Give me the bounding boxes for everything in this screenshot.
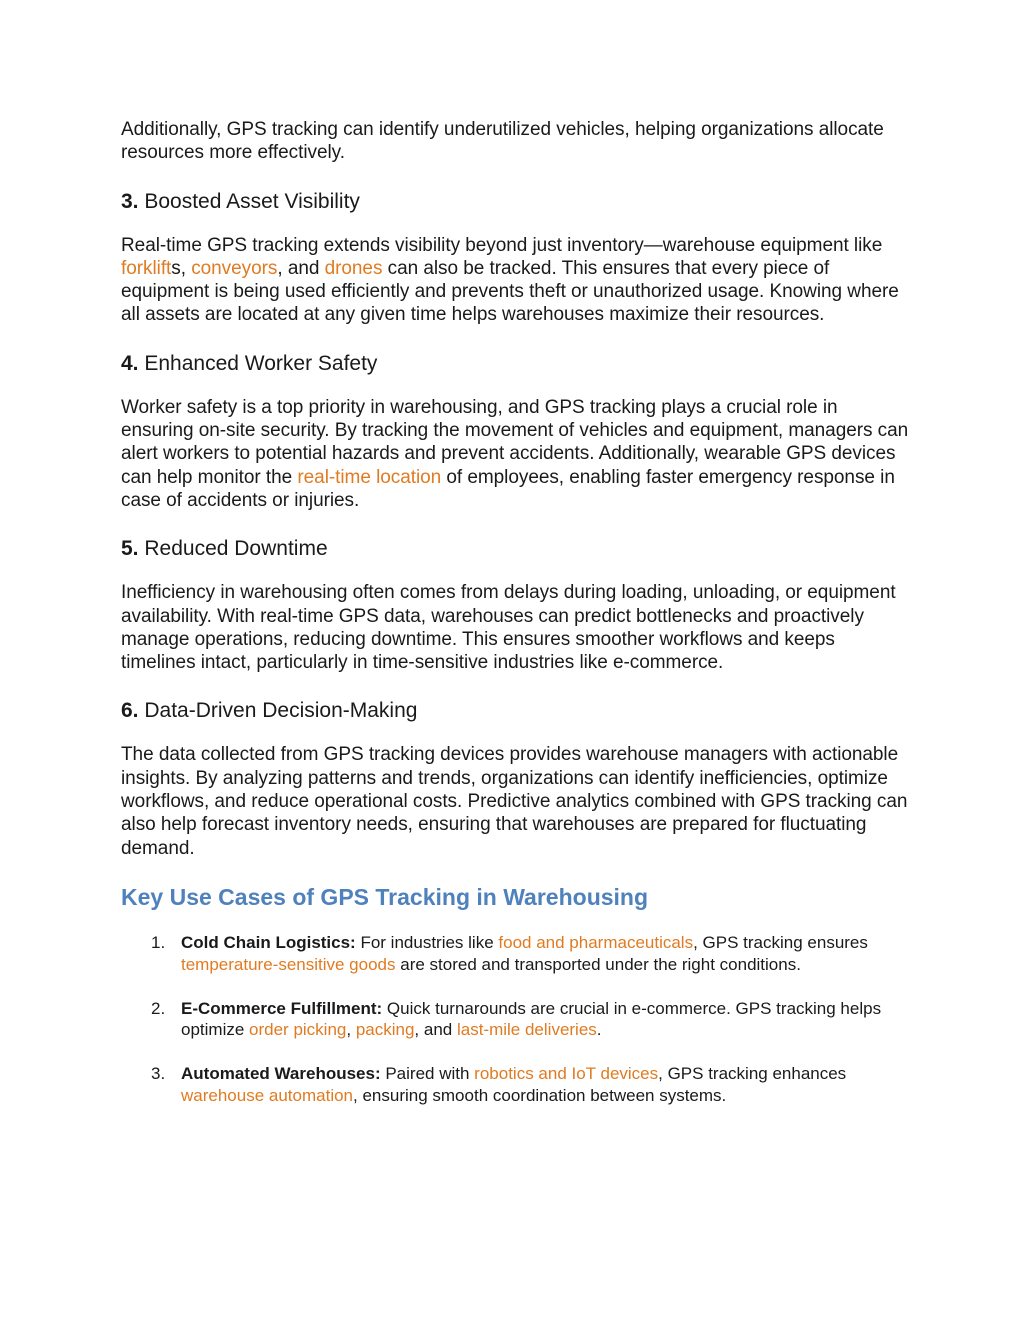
- reduced-downtime-paragraph: Inefficiency in warehousing often comes from delays during loading, unloading, or equipment availability. With real-time GPS data, warehouses can predict bottlenecks and proactively manage operations, reducing downtime. This ensures smoother workflows and keeps timelines intact, particularly in time-sensitive industries like e-commerce.: [121, 582, 896, 674]
- asset-visibility-paragraph: [121, 234, 911, 327]
- text-run: , GPS tracking enhances: [658, 1064, 847, 1084]
- text-run: For industries like: [355, 932, 499, 952]
- text-run: of employees, enabling faster emergency response in case of accidents or injuries.: [121, 466, 895, 511]
- document-page: [121, 118, 911, 1107]
- item-label: Automated Warehouses:: [181, 1064, 381, 1084]
- link-order-picking[interactable]: order picking: [249, 1020, 347, 1040]
- item-label: Cold Chain Logistics:: [181, 932, 356, 952]
- heading-reduced-downtime: [121, 536, 911, 562]
- heading-enhanced-worker-safety: [121, 351, 911, 377]
- heading-number: 5.: [121, 537, 139, 561]
- text-run: , GPS tracking ensures: [693, 932, 868, 952]
- list-marker: 2.: [151, 998, 166, 1018]
- text-run: .: [596, 1020, 602, 1040]
- heading-text: Reduced Downtime: [144, 537, 328, 561]
- heading-text: Boosted Asset Visibility: [144, 189, 360, 213]
- heading-number: 4.: [121, 351, 139, 375]
- link-forklifts[interactable]: forklift: [121, 257, 172, 279]
- text-run: Real-time GPS tracking extends visibility beyond just inventory—warehouse equipment like: [121, 234, 883, 256]
- link-last-mile-deliveries[interactable]: last-mile deliveries: [456, 1020, 597, 1040]
- link-temperature-sensitive-goods[interactable]: temperature-sensitive goods: [181, 954, 396, 974]
- text-run: can also be tracked. This ensures that every piece of equipment is being used efficiently and prevents theft or unauthorized usage. Knowing where all assets are located at any given time helps warehouses maximize their resources.: [121, 257, 899, 326]
- text-run: , and: [277, 257, 325, 279]
- use-cases-list: [121, 932, 911, 1107]
- text-run: Worker safety is a top priority in warehousing, and GPS tracking plays a crucial role in ensuring on-site security. By tracking the movement of vehicles and equipment, managers can alert workers to potential hazards and prevent accidents. Additionally, wearable GPS devices can help monitor the: [121, 396, 909, 488]
- heading-text: Enhanced Worker Safety: [144, 351, 378, 375]
- list-marker: 3.: [151, 1064, 166, 1084]
- link-drones[interactable]: drones: [324, 257, 383, 279]
- text-run: Quick turnarounds are crucial in e-commerce. GPS tracking helps optimize: [181, 998, 882, 1040]
- heading-boosted-asset-visibility: [121, 189, 911, 215]
- list-item-ecommerce-fulfillment: [121, 998, 911, 1042]
- link-packing[interactable]: packing: [355, 1020, 415, 1040]
- link-conveyors[interactable]: conveyors: [191, 257, 278, 279]
- link-real-time-location[interactable]: real-time location: [297, 466, 442, 488]
- list-item-automated-warehouses: [121, 1063, 911, 1107]
- intro-paragraph: Additionally, GPS tracking can identify underutilized vehicles, helping organizations allocate resources more effectively.: [121, 119, 884, 164]
- heading-text: Data-Driven Decision-Making: [144, 699, 418, 723]
- text-run: ,: [346, 1020, 356, 1040]
- list-item-cold-chain: [121, 932, 911, 976]
- heading-number: 3.: [121, 189, 139, 213]
- link-warehouse-automation[interactable]: warehouse automation: [181, 1085, 354, 1105]
- link-food-and-pharmaceuticals[interactable]: food and pharmaceuticals: [498, 932, 694, 952]
- section-heading-key-use-cases: Key Use Cases of GPS Tracking in Warehousing: [121, 883, 649, 910]
- link-robotics-and-iot-devices[interactable]: robotics and IoT devices: [474, 1064, 659, 1084]
- item-label: E-Commerce Fulfillment:: [181, 998, 383, 1018]
- heading-number: 6.: [121, 699, 139, 723]
- text-run: s,: [171, 257, 192, 279]
- list-marker: 1.: [151, 932, 166, 952]
- heading-data-driven-decision-making: [121, 698, 911, 724]
- data-driven-paragraph: The data collected from GPS tracking devices provides warehouse managers with actionable insights. By analyzing patterns and trends, organizations can identify inefficiencies, optimize workflows, and reduce operational costs. Predictive analytics combined with GPS tracking can also help forecast inventory needs, ensuring that warehouses are prepared for fluctuating demand.: [121, 744, 908, 859]
- text-run: are stored and transported under the right conditions.: [395, 954, 801, 974]
- worker-safety-paragraph: [121, 396, 911, 512]
- text-run: , ensuring smooth coordination between systems.: [353, 1085, 727, 1105]
- text-run: , and: [414, 1020, 457, 1040]
- text-run: Paired with: [380, 1064, 475, 1084]
